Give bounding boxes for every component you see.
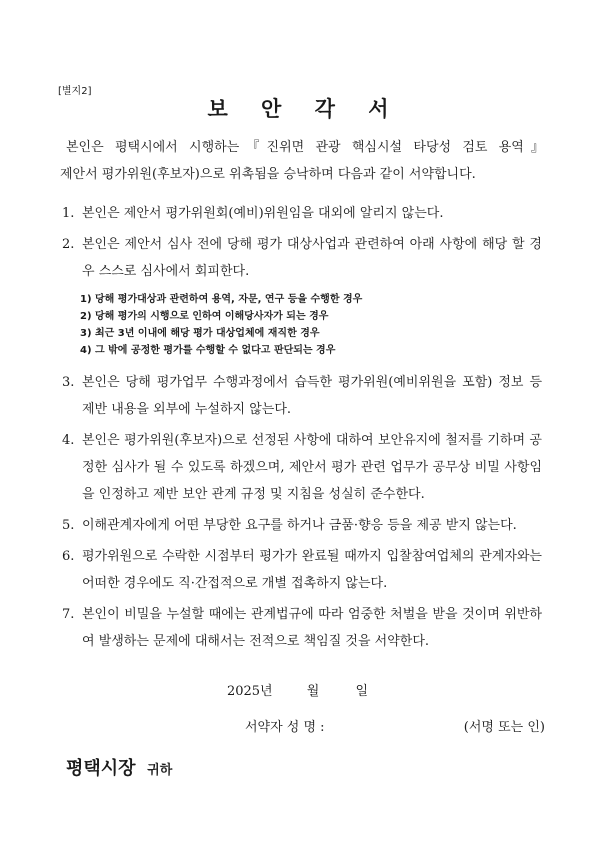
pledge-number: 7. [62,607,75,622]
pledge-number: 3. [62,375,75,390]
pledge-text: 본인은 당해 평가업무 수행과정에서 습득한 평가위원(예비위원을 포함) 정보 등 제반 내용을 외부에 누설하지 않는다. [82,375,542,417]
pledge-item-3 [62,369,542,423]
intro-paragraph [60,134,544,188]
date-day: 일 [355,684,369,699]
pledge-text: 이해관계자에게 어떤 부당한 요구를 하거나 금품·향응 등을 제공 받지 않는다. [82,518,517,533]
date-month: 월 [306,684,320,699]
annex-label: [별지2] [58,86,92,97]
pledge-list [62,200,542,659]
signature-seal-label: (서명 또는 인) [463,720,545,735]
pledge-text: 본인이 비밀을 누설할 때에는 관계법규에 따라 엄중한 처벌을 받을 것이며 위반하여 발생하는 문제에 대해서는 전적으로 책임질 것을 서약한다. [82,607,542,649]
pledge-text: 평가위원으로 수락한 시점부터 평가가 완료될 때까지 입찰참여업체의 관계자와는 어떠한 경우에도 직·간접적으로 개별 접촉하지 않는다. [82,549,542,591]
signature-line [245,716,545,735]
condition-item: 4) 그 밖에 공정한 평가를 수행할 수 없다고 판단되는 경우 [80,345,336,356]
pledge-item-1 [62,200,542,227]
signer-name-label: 서약자 성 명 : [245,720,325,735]
addressee [66,754,172,780]
pledge-item-4 [62,427,542,508]
pledge-number: 4. [62,433,75,448]
pledge-number: 5. [62,518,75,533]
intro-line-2: 제안서 평가위원(후보자)으로 위촉됨을 승낙하며 다음과 같이 서약합니다. [60,167,476,182]
addressee-name: 평택시장 [66,758,136,779]
avoidance-conditions [80,291,542,359]
condition-item: 2) 당해 평가의 시행으로 인하여 이해당사자가 되는 경우 [80,311,329,322]
condition-item: 1) 당해 평가대상과 관련하여 용역, 자문, 연구 등을 수행한 경우 [80,294,363,305]
pledge-number: 2. [62,237,75,252]
addressee-honorific: 귀하 [147,763,173,778]
page-title: 보 안 각 서 [207,96,402,121]
pledge-text: 본인은 제안서 심사 전에 당해 평가 대상사업과 관련하여 아래 사항에 해당 할 경우 스스로 심사에서 회피한다. [82,237,542,279]
pledge-item-7 [62,601,542,655]
pledge-date [0,680,595,699]
pledge-item-6 [62,543,542,597]
condition-item: 3) 최근 3년 이내에 해당 평가 대상업체에 재직한 경우 [80,328,320,339]
pledge-item-5 [62,512,542,539]
pledge-number: 1. [62,206,75,221]
date-year: 2025년 [226,684,273,699]
pledge-text: 본인은 평가위원(후보자)으로 선정된 사항에 대하여 보안유지에 철저를 기하며 공정한 심사가 될 수 있도록 하겠으며, 제안서 평가 관련 업무가 공무상 비밀 사항임을 인정하고 제반 보안 관계 규정 및 지침을 성실히 준수한다. [82,433,542,502]
intro-line-1: 본인은 평택시에서 시행하는『진위면 관광 핵심시설 타당성 검토 용역』 [66,140,544,155]
pledge-number: 6. [62,549,75,564]
pledge-item-2 [62,231,542,365]
pledge-text: 본인은 제안서 평가위원회(예비)위원임을 대외에 알리지 않는다. [82,206,444,221]
